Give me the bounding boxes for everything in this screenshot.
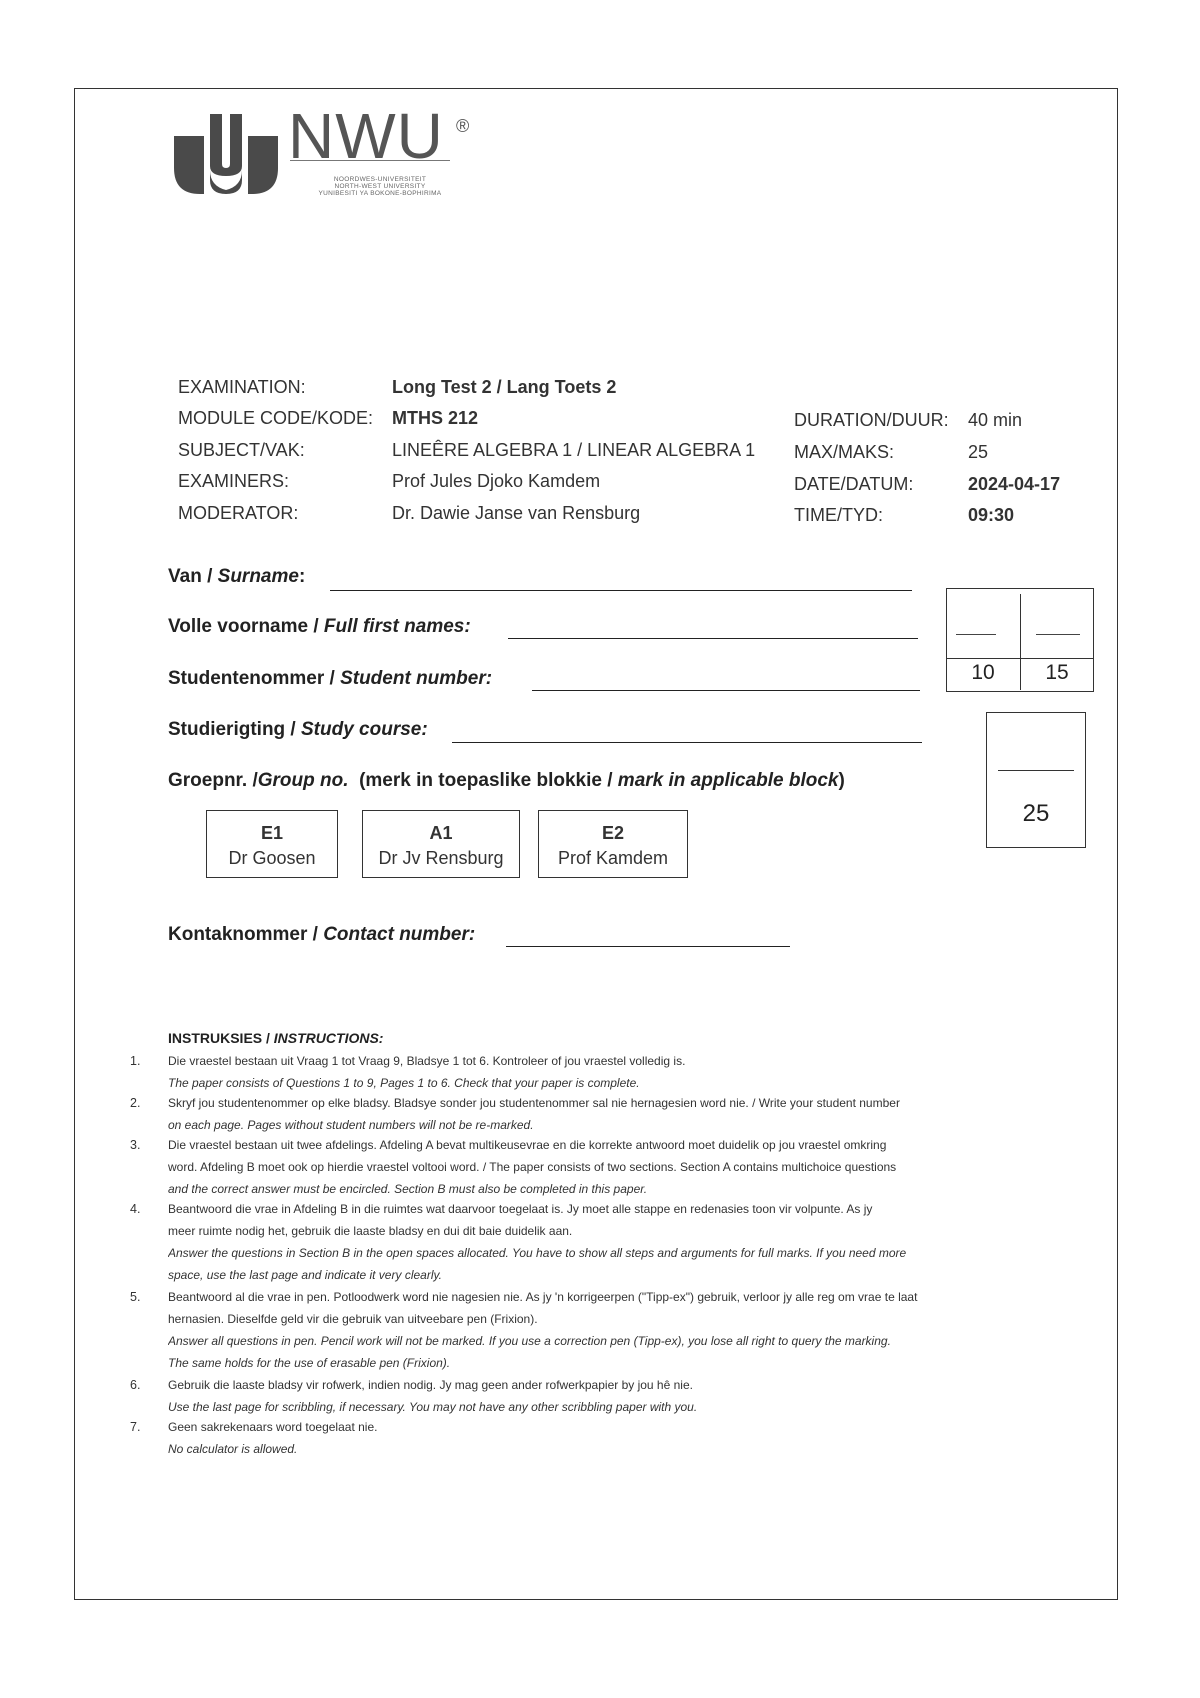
- instruction-line: word. Afdeling B moet ook op hierdie vraestel voltooi word. / The paper consists of two sections. Section A contains multichoice questions: [168, 1160, 897, 1174]
- instruction-line: Answer the questions in Section B in the open spaces allocated. You have to show all steps and arguments for full marks. If you need more: [168, 1246, 907, 1260]
- contact-number-field[interactable]: [506, 946, 790, 947]
- instruction-line: Beantwoord al die vrae in pen. Potloodwerk word nie nagesien nie. As jy 'n korrigeerpen ("Tipp-ex") gebruik, verloor jy alle reg om vrae te laat: [168, 1290, 918, 1304]
- time-value: 09:30: [968, 505, 1015, 525]
- max-label: MAX/MAKS:: [794, 442, 895, 462]
- instruction-number: 7.: [130, 1420, 141, 1434]
- total-score-line[interactable]: [998, 770, 1074, 771]
- instruction-number: 1.: [130, 1054, 141, 1068]
- date-label: DATE/DATUM:: [794, 474, 914, 494]
- student-number-field[interactable]: [532, 690, 920, 691]
- student-number-label: Studentenommer / Student number:: [168, 668, 493, 689]
- first-names-label: Volle voorname / Full first names:: [168, 616, 471, 637]
- moderator-label: MODERATOR:: [178, 503, 299, 523]
- instruction-number: 3.: [130, 1138, 141, 1152]
- first-names-field[interactable]: [508, 638, 918, 639]
- instruction-number: 5.: [130, 1290, 141, 1304]
- time-label: TIME/TYD:: [794, 505, 883, 525]
- section-b-max: 15: [1045, 661, 1069, 684]
- instruction-line: space, use the last page and indicate it very clearly.: [168, 1268, 442, 1282]
- surname-label: Van / Surname:: [168, 566, 306, 587]
- section-a-max: 10: [971, 661, 995, 684]
- logo-wordmark: NWU: [288, 100, 444, 172]
- logo-divider: [290, 160, 450, 161]
- instruction-line: on each page. Pages without student numbers will not be re-marked.: [168, 1118, 534, 1132]
- registered-mark: ®: [456, 116, 470, 136]
- instruction-number: 4.: [130, 1202, 141, 1216]
- score-b-line[interactable]: [1036, 634, 1080, 635]
- module-value: MTHS 212: [392, 408, 479, 428]
- instruction-line: and the correct answer must be encircled. Section B must also be completed in this paper.: [168, 1182, 648, 1196]
- max-value: 25: [968, 442, 989, 462]
- instruction-line: Beantwoord die vrae in Afdeling B in die ruimtes wat daarvoor toegelaat is. Jy moet alle stappe en redenasies toon vir volpunte. As jy: [168, 1202, 873, 1216]
- total-max: 25: [1022, 800, 1050, 827]
- score-box-rule: [946, 658, 1094, 659]
- duration-value: 40 min: [968, 410, 1023, 430]
- instruction-number: 6.: [130, 1378, 141, 1392]
- instruction-line: Geen sakrekenaars word toegelaat nie.: [168, 1420, 378, 1434]
- nwu-logo-icon: [170, 106, 282, 198]
- instruction-line: Die vraestel bestaan uit twee afdelings. Afdeling A bevat multikeusevrae en die korrekte antwoord moet duidelik op jou vraestel omkring: [168, 1138, 887, 1152]
- examiners-value: Prof Jules Djoko Kamdem: [392, 471, 601, 491]
- instruction-line: Use the last page for scribbling, if necessary. You may not have any other scribbling paper with you.: [168, 1400, 698, 1414]
- instruction-line: The paper consists of Questions 1 to 9, Pages 1 to 6. Check that your paper is complete.: [168, 1076, 640, 1090]
- examination-value: Long Test 2 / Lang Toets 2: [392, 377, 617, 397]
- instruction-line: The same holds for the use of erasable pen (Frixion).: [168, 1356, 451, 1370]
- instruction-line: Skryf jou studentenommer op elke bladsy. Bladsye sonder jou studentenommer sal nie hernagesien word nie. / Write your student number: [168, 1096, 900, 1110]
- logo-subtitle: NOORDWES-UNIVERSITEIT NORTH-WEST UNIVERSITY YUNIBESITI YA BOKONE-BOPHIRIMA: [318, 176, 442, 197]
- instruction-line: Answer all questions in pen. Pencil work will not be marked. If you use a correction pen (Tipp-ex), you lose all right to query the marking.: [168, 1334, 891, 1348]
- contact-number-label: Kontaknommer / Contact number:: [168, 924, 476, 945]
- instructions-heading: INSTRUKSIES / INSTRUCTIONS:: [168, 1030, 384, 1046]
- group-box-e1[interactable]: E1 Dr Goosen: [206, 810, 338, 878]
- study-course-field[interactable]: [452, 742, 922, 743]
- instruction-line: Gebruik die laaste bladsy vir rofwerk, indien nodig. Jy mag geen ander rofwerkpapier by jou hê nie.: [168, 1378, 693, 1392]
- instruction-line: hernasien. Dieselfde geld vir die gebruik van uitveebare pen (Frixion).: [168, 1312, 538, 1326]
- examination-label: EXAMINATION:: [178, 377, 306, 397]
- module-label: MODULE CODE/KODE:: [178, 408, 374, 428]
- instruction-line: No calculator is allowed.: [168, 1442, 298, 1456]
- instruction-line: Die vraestel bestaan uit Vraag 1 tot Vraag 9, Bladsye 1 tot 6. Kontroleer of jou vraestel volledig is.: [168, 1054, 686, 1068]
- instruction-number: 2.: [130, 1096, 141, 1110]
- group-box-a1[interactable]: A1 Dr Jv Rensburg: [362, 810, 520, 878]
- subject-label: SUBJECT/VAK:: [178, 440, 305, 460]
- study-course-label: Studierigting / Study course:: [168, 719, 428, 740]
- group-box-e2[interactable]: E2 Prof Kamdem: [538, 810, 688, 878]
- subject-value: LINEÊRE ALGEBRA 1 / LINEAR ALGEBRA 1: [392, 440, 756, 460]
- score-a-line[interactable]: [956, 634, 996, 635]
- instruction-line: meer ruimte nodig het, gebruik die laaste bladsy en dui dit baie duidelik aan.: [168, 1224, 573, 1238]
- surname-field[interactable]: [330, 590, 912, 591]
- date-value: 2024-04-17: [968, 474, 1061, 494]
- group-label: Groepnr. /Group no. (merk in toepaslike blokkie / mark in applicable block): [168, 770, 845, 791]
- examiners-label: EXAMINERS:: [178, 471, 290, 491]
- moderator-value: Dr. Dawie Janse van Rensburg: [392, 503, 641, 523]
- duration-label: DURATION/DUUR:: [794, 410, 949, 430]
